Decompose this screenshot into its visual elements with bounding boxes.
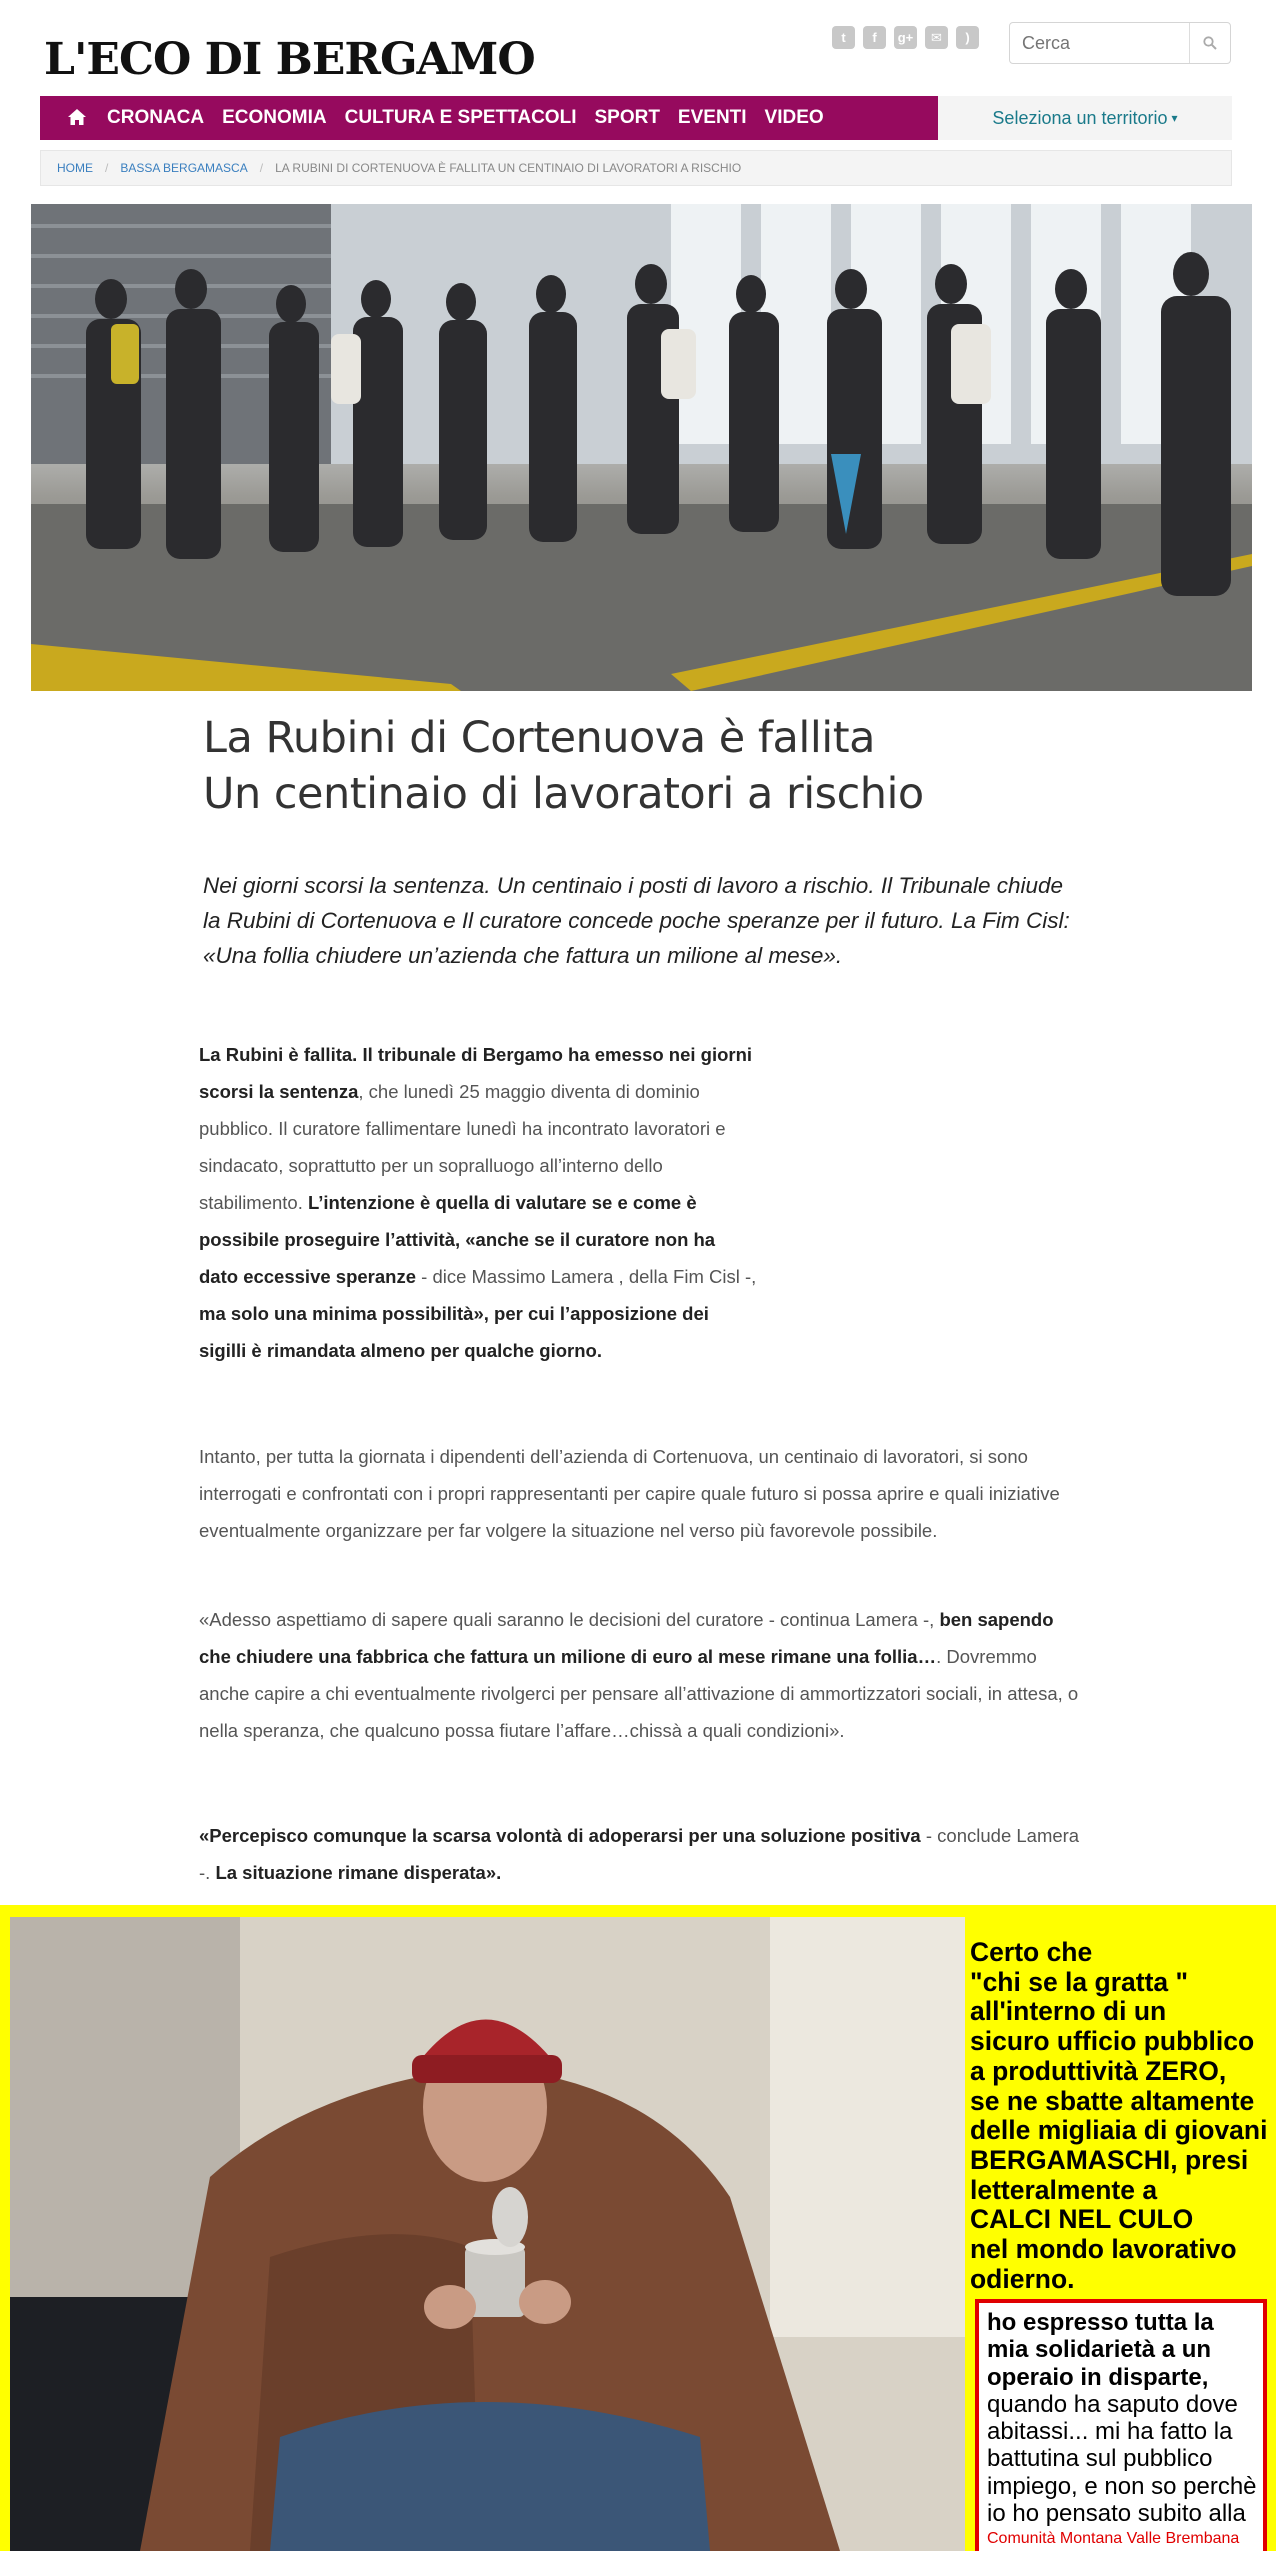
meme-text bbox=[970, 1938, 1270, 2294]
meme-line: all'interno di un bbox=[970, 1996, 1167, 2027]
article-paragraph-1 bbox=[199, 1036, 759, 1369]
main-nav bbox=[40, 96, 938, 140]
meme-quote-box bbox=[975, 2299, 1267, 2551]
nav-item-sport[interactable]: SPORT bbox=[594, 107, 660, 128]
paragraph-text: «Adesso aspettiamo di sapere quali saranno le decisioni del curatore - continua Lamera -, bbox=[199, 1609, 940, 1630]
search-input[interactable] bbox=[1010, 23, 1214, 63]
quote-line: battutina sul pubblico bbox=[987, 2445, 1213, 2473]
meme-photo bbox=[10, 1917, 965, 2551]
meme-line: letteralmente a bbox=[970, 2174, 1158, 2205]
breadcrumb-separator: / bbox=[105, 161, 109, 175]
nav-item-eventi[interactable]: EVENTI bbox=[677, 107, 747, 128]
article-title-line-2: Un centinaio di lavoratori a rischio bbox=[203, 769, 924, 819]
article-lead: Nei giorni scorsi la sentenza. Un centinaio i posti di lavoro a rischio. Il Tribunale chiude la Rubini di Cortenuova e Il curatore concede poche speranze per il futuro. La Fim Cisl: «Una follia chiudere un’azienda che fattura un milione al mese». bbox=[203, 873, 1070, 968]
breadcrumb-current: LA RUBINI DI CORTENUOVA È FALLITA UN CENTINAIO DI LAVORATORI A RISCHIO bbox=[275, 161, 742, 175]
article-title bbox=[203, 710, 1083, 822]
meme-line: odierno. bbox=[970, 2263, 1075, 2294]
email-icon[interactable]: ✉ bbox=[925, 26, 948, 49]
quote-line: abitassi... mi ha fatto la bbox=[987, 2418, 1233, 2446]
paragraph-text: - dice Massimo Lamera , della Fim Cisl -, bbox=[416, 1266, 757, 1287]
territory-label: Seleziona un territorio bbox=[992, 107, 1168, 128]
meme-line: sicuro ufficio pubblico bbox=[970, 2026, 1255, 2057]
facebook-icon[interactable]: f bbox=[863, 26, 886, 49]
search-box bbox=[1009, 22, 1231, 64]
nav-item-video[interactable]: VIDEO bbox=[764, 107, 824, 128]
quote-line: io ho pensato subito alla bbox=[987, 2500, 1246, 2528]
paragraph-text: - conclude Lamera -. bbox=[199, 1825, 1080, 1883]
paragraph-bold-text: ma solo una minima possibilità», per cui l’apposizione dei sigilli è rimandata almeno per qualche giorno. bbox=[199, 1303, 709, 1361]
rss-icon[interactable]: ) bbox=[956, 26, 979, 49]
home-icon[interactable] bbox=[40, 96, 98, 140]
meme-line: delle migliaia di giovani bbox=[970, 2115, 1268, 2146]
paragraph-bold-text: ben sapendo che chiudere una fabbrica che fattura un milione di euro al mese rimane una follia… bbox=[199, 1609, 1054, 1667]
paragraph-text: . Dovremmo anche capire a chi eventualmente rivolgerci per pensare all’attivazione di ammortizzatori sociali, in attesa, o nella speranza, che qualcuno possa fiutare l’affare…chissà a quali condizioni». bbox=[199, 1646, 1079, 1741]
nav-item-economia[interactable]: ECONOMIA bbox=[222, 107, 327, 128]
paragraph-text: , che lunedì 25 maggio diventa di dominio pubblico. Il curatore fallimentare lunedì ha incontrato lavoratori e sindacato, soprattutto per un sopralluogo all’interno dello stabilimento. bbox=[199, 1081, 726, 1213]
meme-line: BERGAMASCHI, presi bbox=[970, 2144, 1249, 2175]
article-paragraph-4 bbox=[199, 1817, 1084, 1891]
quote-bold-line: operaio in disparte, bbox=[987, 2363, 1209, 2391]
paragraph-bold-text: La situazione rimane disperata». bbox=[215, 1862, 502, 1883]
breadcrumb bbox=[40, 150, 1232, 186]
quote-line: quando ha saputo dove bbox=[987, 2390, 1238, 2418]
paragraph-bold-text: «Percepisco comunque la scarsa volontà di adoperarsi per una soluzione positiva bbox=[199, 1825, 921, 1846]
search-icon bbox=[1203, 36, 1217, 50]
breadcrumb-home[interactable]: HOME bbox=[57, 161, 93, 175]
paragraph-bold-text: L’intenzione è quella di valutare se e come è possibile proseguire l’attività, «anche se il curatore non ha dato eccessive speranze bbox=[199, 1192, 716, 1287]
site-logo[interactable]: L'ECO DI BERGAMO bbox=[44, 34, 535, 85]
meme-line: se ne sbatte altamente bbox=[970, 2085, 1255, 2116]
meme-line: nel mondo lavorativo bbox=[970, 2234, 1237, 2265]
breadcrumb-section[interactable]: BASSA BERGAMASCA bbox=[120, 161, 248, 175]
article-paragraph-2: Intanto, per tutta la giornata i dipendenti dell’azienda di Cortenuova, un centinaio di lavoratori, si sono interrogati e confrontati con i propri rappresentanti per capire quale futuro si possa aprire e quali iniziative eventualmente organizzare per far volgere la situazione nel verso più favorevole possibile. bbox=[199, 1446, 1060, 1541]
paragraph-bold-text: La Rubini è fallita. Il tribunale di Bergamo ha emesso nei giorni scorsi la sentenza bbox=[199, 1044, 753, 1102]
social-links bbox=[832, 26, 979, 49]
caret-down-icon: ▾ bbox=[1171, 111, 1178, 125]
twitter-icon[interactable]: t bbox=[832, 26, 855, 49]
article-title-line-1: La Rubini di Cortenuova è fallita bbox=[203, 713, 875, 763]
meme-line: Certo che bbox=[970, 1937, 1093, 1967]
article-paragraph-3 bbox=[199, 1601, 1084, 1749]
quote-caption: Comunità Montana Valle Brembana bbox=[987, 2530, 1240, 2548]
search-button[interactable] bbox=[1189, 23, 1230, 63]
article-hero-image bbox=[31, 204, 1252, 691]
google-plus-icon[interactable]: g+ bbox=[894, 26, 917, 49]
meme-line: a produttività ZERO, bbox=[970, 2055, 1227, 2086]
meme-line: "chi se la gratta " bbox=[970, 1966, 1189, 1997]
quote-line: impiego, e non so perchè bbox=[987, 2472, 1257, 2500]
nav-item-cultura-e-spettacoli[interactable]: CULTURA E SPETTACOLI bbox=[344, 107, 577, 128]
quote-bold-line: mia solidarietà a un bbox=[987, 2336, 1212, 2364]
territory-dropdown[interactable] bbox=[938, 96, 1232, 140]
breadcrumb-separator: / bbox=[259, 161, 264, 175]
meme-line: CALCI NEL CULO bbox=[970, 2204, 1194, 2235]
quote-bold-line: ho espresso tutta la bbox=[987, 2309, 1214, 2336]
nav-item-cronaca[interactable]: CRONACA bbox=[107, 107, 205, 128]
